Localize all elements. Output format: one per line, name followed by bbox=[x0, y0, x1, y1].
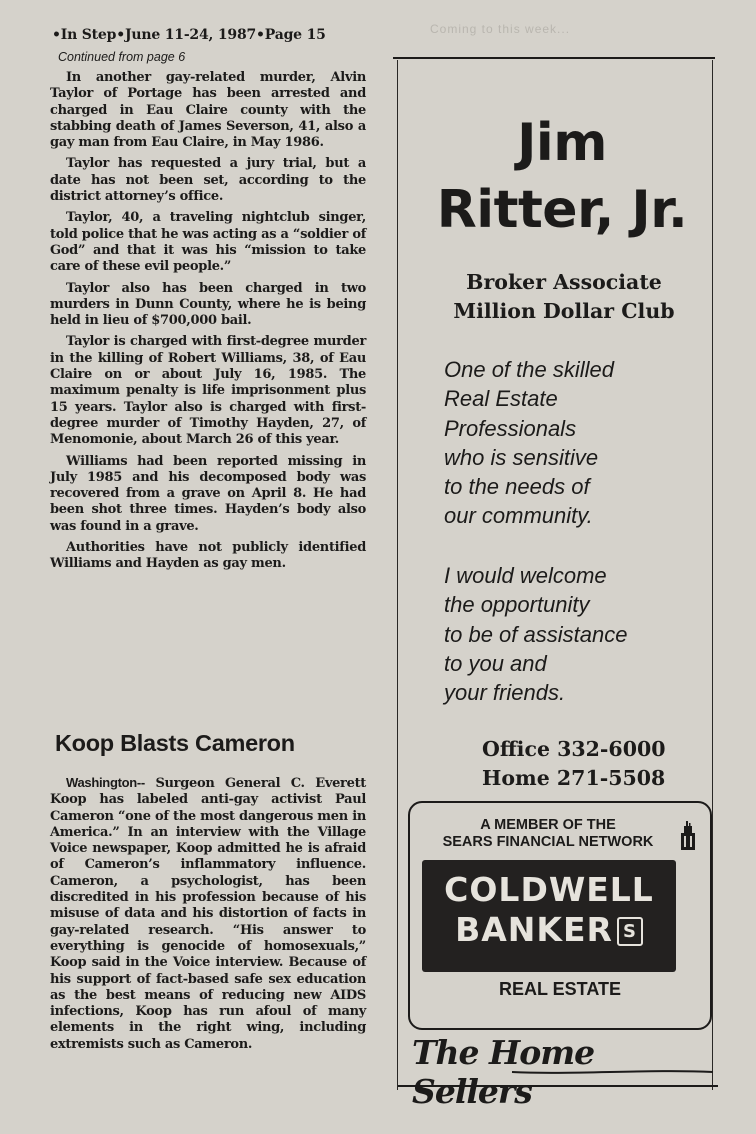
welcome-line: to you and bbox=[444, 650, 547, 676]
running-head: •In Step•June 11-24, 1987•Page 15 bbox=[52, 27, 326, 43]
agent-title-line1: Broker Associate bbox=[466, 270, 662, 294]
logo-banker: BANKER bbox=[455, 910, 613, 949]
ad-welcome bbox=[444, 561, 714, 707]
article-paragraph: Williams had been reported missing in July 1985 and his decomposed body was recovered from a grave on April 8. He had been shot three times. Hayden’s body also was found in a grave. bbox=[50, 453, 366, 534]
sears-tower-icon bbox=[680, 821, 696, 851]
sears-member-text bbox=[410, 817, 686, 851]
home-sellers-slogan: The Home Sellers bbox=[412, 1033, 595, 1111]
agent-name-line2: Ritter, Jr. bbox=[436, 180, 688, 240]
agent-name bbox=[410, 110, 714, 244]
phone-numbers bbox=[482, 735, 702, 793]
welcome-line: the opportunity bbox=[444, 592, 590, 618]
murder-article bbox=[50, 70, 366, 578]
coldwell-banker-logo bbox=[422, 860, 676, 972]
agent-name-line1: Jim bbox=[517, 113, 607, 173]
ad-top-rule bbox=[393, 57, 715, 59]
koop-headline: Koop Blasts Cameron bbox=[55, 730, 295, 756]
coldwell-banker-box bbox=[408, 801, 712, 1030]
dateline: Washington-- bbox=[66, 775, 145, 790]
logo-banker-row bbox=[422, 910, 676, 949]
real-estate-label: REAL ESTATE bbox=[498, 979, 621, 999]
slogan-underline-swash bbox=[510, 1066, 715, 1078]
tagline-line: Professionals bbox=[444, 415, 577, 441]
article-paragraph: Taylor also has been charged in two murders in Dunn County, where he is being held in lieu of $700,000 bail. bbox=[50, 280, 366, 329]
welcome-line: I would welcome bbox=[444, 563, 607, 588]
agent-title bbox=[410, 268, 718, 326]
sears-s-icon: S bbox=[617, 917, 643, 946]
article-paragraph: In another gay-related murder, Alvin Taylor of Portage has been arrested and charged in Eau Claire county with the stabbing death of James Severson, 41, also a gay man from Eau Claire, in May 1986. bbox=[50, 70, 366, 151]
koop-article bbox=[50, 775, 366, 1053]
article-paragraph: Taylor, 40, a traveling nightclub singer, told police that he was acting as a “soldier of God” and that it was his “mission to take care of these evil people.” bbox=[50, 210, 366, 275]
koop-paragraph bbox=[50, 775, 366, 1053]
koop-body: Surgeon General C. Everett Koop has labeled anti-gay activist Paul Cameron “one of the most dangerous men in America.” In an interview with the Village Voice newspaper, Koop admitted he is afraid of Cameron’s inflammatory influence. Cameron, a psychologist, has been discredited in his profession because of his misuse of data and his distortion of facts in gay-related research. “His answer to everything is genocide of homosexuals,” Koop said in the Voice interview. Because of his support of fact-based safe sex education as the best means of reducing new AIDS infections, Koop has run afoul of many elements in the right wing, including extremists such as Cameron. bbox=[50, 776, 366, 1052]
tagline-line: who is sensitive bbox=[444, 444, 599, 470]
welcome-line: your friends. bbox=[444, 680, 566, 706]
ad-tagline bbox=[444, 355, 714, 531]
agent-title-line2: Million Dollar Club bbox=[453, 299, 675, 323]
member-line2: SEARS FINANCIAL NETWORK bbox=[442, 834, 654, 850]
continued-note: Continued from page 6 bbox=[58, 50, 186, 64]
home-phone: Home 271-5508 bbox=[482, 766, 666, 790]
article-paragraph: Taylor is charged with first-degree murder in the killing of Robert Williams, 38, of Eau Claire on or about July 16, 1985. The maximum penalty is life imprisonment plus 15 years. Taylor also is charged with first-degree murder of Timothy Hayden, 27, of Menomonie, about March 26 of this year. bbox=[50, 334, 366, 448]
logo-coldwell: COLDWELL bbox=[444, 870, 654, 909]
ad-left-border bbox=[397, 60, 398, 1090]
article-paragraph: Authorities have not publicly identified Williams and Hayden as gay men. bbox=[50, 540, 366, 572]
tagline-line: One of the skilled bbox=[444, 357, 614, 382]
welcome-line: to be of assistance bbox=[444, 621, 628, 647]
faded-bleed-through-text: Coming to this week... bbox=[430, 22, 571, 36]
article-paragraph: Taylor has requested a jury trial, but a date has not been set, according to the district attorney’s office. bbox=[50, 156, 366, 205]
tagline-line: Real Estate bbox=[444, 386, 558, 412]
tagline-line: to the needs of bbox=[444, 474, 590, 500]
member-line1: A MEMBER OF THE bbox=[480, 817, 616, 833]
tagline-line: our community. bbox=[444, 503, 593, 529]
office-phone: Office 332-6000 bbox=[482, 737, 666, 761]
